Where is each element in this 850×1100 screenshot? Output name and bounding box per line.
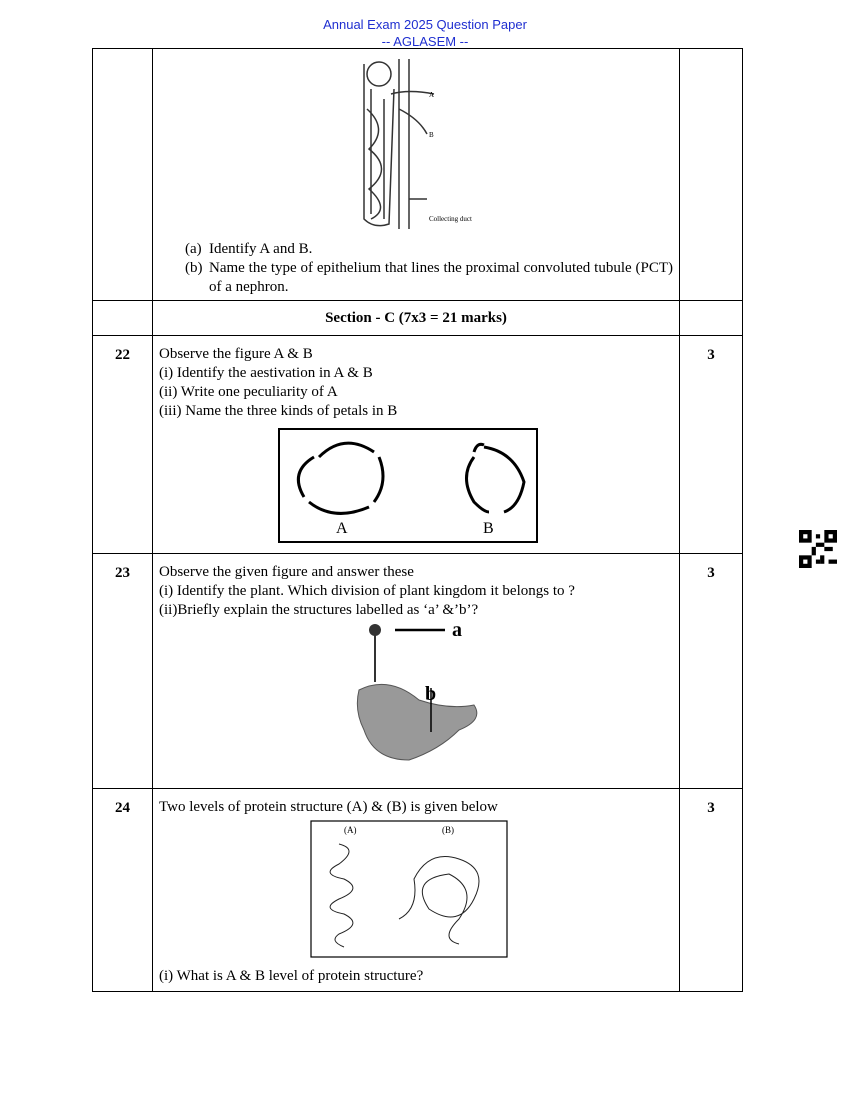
svg-text:b: b: [425, 683, 437, 705]
marks: 3: [680, 789, 743, 992]
table-row: 22 Observe the figure A & B (i) Identify the aestivation in A & B (ii) Write one peculiarity of A (iii) Name the three kinds of petals in B A B 3: [93, 336, 743, 554]
figure-label-duct: Collecting duct: [429, 215, 472, 223]
marks: 3: [680, 554, 743, 789]
table-row: 24 Two levels of protein structure (A) & (B) is given below (A) (B) (i) What is A & B level of protein structure? 3: [93, 789, 743, 992]
q24-question: (i) What is A & B level of protein structure?: [159, 968, 424, 984]
question-table: [92, 48, 743, 992]
svg-text:a: a: [452, 620, 462, 641]
nephron-figure: [159, 49, 673, 234]
marks: 3: [680, 336, 743, 554]
table-row: [93, 49, 743, 301]
figure-label-b: B: [429, 131, 434, 139]
question-number: 23: [93, 554, 153, 789]
header-title: Annual Exam 2025 Question Paper: [323, 17, 527, 32]
table-row: 23 Observe the given figure and answer these (i) Identify the plant. Which division of plant kingdom it belongs to ? (ii)Briefly explain the structures labelled as ‘a’ &’b’? a b 3: [93, 554, 743, 789]
plant-figure: [159, 620, 673, 770]
question-number: 24: [93, 789, 153, 992]
aestivation-figure: [159, 427, 673, 547]
qr-code: [799, 530, 837, 568]
section-row: [93, 301, 743, 336]
svg-text:(B): (B): [442, 825, 454, 835]
svg-text:A: A: [336, 520, 348, 537]
q21-part-b: (b) Name the type of epithelium that lines the proximal convoluted tubule (PCT) of a nephron.: [185, 260, 673, 295]
question-number: 22: [93, 336, 153, 554]
header-subtitle: -- AGLASEM --: [381, 34, 469, 49]
figure-label-a: A: [429, 91, 435, 99]
q21-part-a: (a) Identify A and B.: [185, 241, 313, 257]
svg-text:B: B: [483, 520, 494, 537]
section-title: Section - C (7x3 = 21 marks): [153, 301, 680, 336]
protein-figure: [159, 819, 673, 961]
svg-text:(A): (A): [344, 825, 357, 835]
